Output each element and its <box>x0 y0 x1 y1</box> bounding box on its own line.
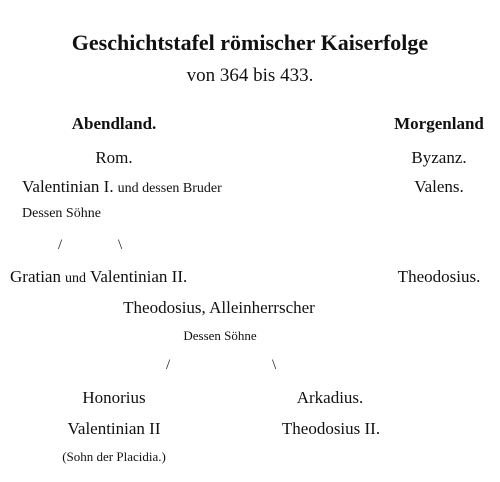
west-branch-left-slash: / <box>58 237 63 253</box>
west-capital: Rom. <box>95 148 133 167</box>
valentinian-placidia: Valentinian II <box>67 419 161 438</box>
united-branch-right-slash: \ <box>272 357 277 373</box>
gratian: Gratian <box>10 267 61 286</box>
valens: Valens. <box>414 177 464 196</box>
west-branch-right-slash: \ <box>118 237 123 253</box>
west-heading: Abendland. <box>71 114 157 133</box>
und-text: und <box>64 271 86 286</box>
page-subtitle: von 364 bis 433. <box>186 65 314 86</box>
valentinian-ii: Valentinian II. <box>89 267 188 286</box>
gratian-line <box>10 268 187 286</box>
east-capital: Byzanz. <box>411 148 467 167</box>
united-branch-left-slash: / <box>166 357 171 373</box>
arkadius: Arkadius. <box>296 388 364 407</box>
theodosius-ii: Theodosius II. <box>281 419 381 438</box>
valentinian-line <box>22 178 222 196</box>
valentinian-i: Valentinian I. <box>22 177 114 196</box>
east-heading: Morgenland <box>394 114 484 133</box>
theodosius-sole-ruler: Theodosius, Alleinherrscher <box>123 298 315 317</box>
and-brother-text: und dessen Bruder <box>117 181 222 196</box>
east-theodosius: Theodosius. <box>397 267 481 286</box>
page-title: Geschichtstafel römischer Kaiserfolge <box>71 30 429 55</box>
honorius: Honorius <box>82 388 146 407</box>
placidia-note: (Sohn der Placidia.) <box>62 449 166 464</box>
west-sons-label: Dessen Söhne <box>22 206 101 221</box>
united-sons-label: Dessen Söhne <box>183 328 257 343</box>
